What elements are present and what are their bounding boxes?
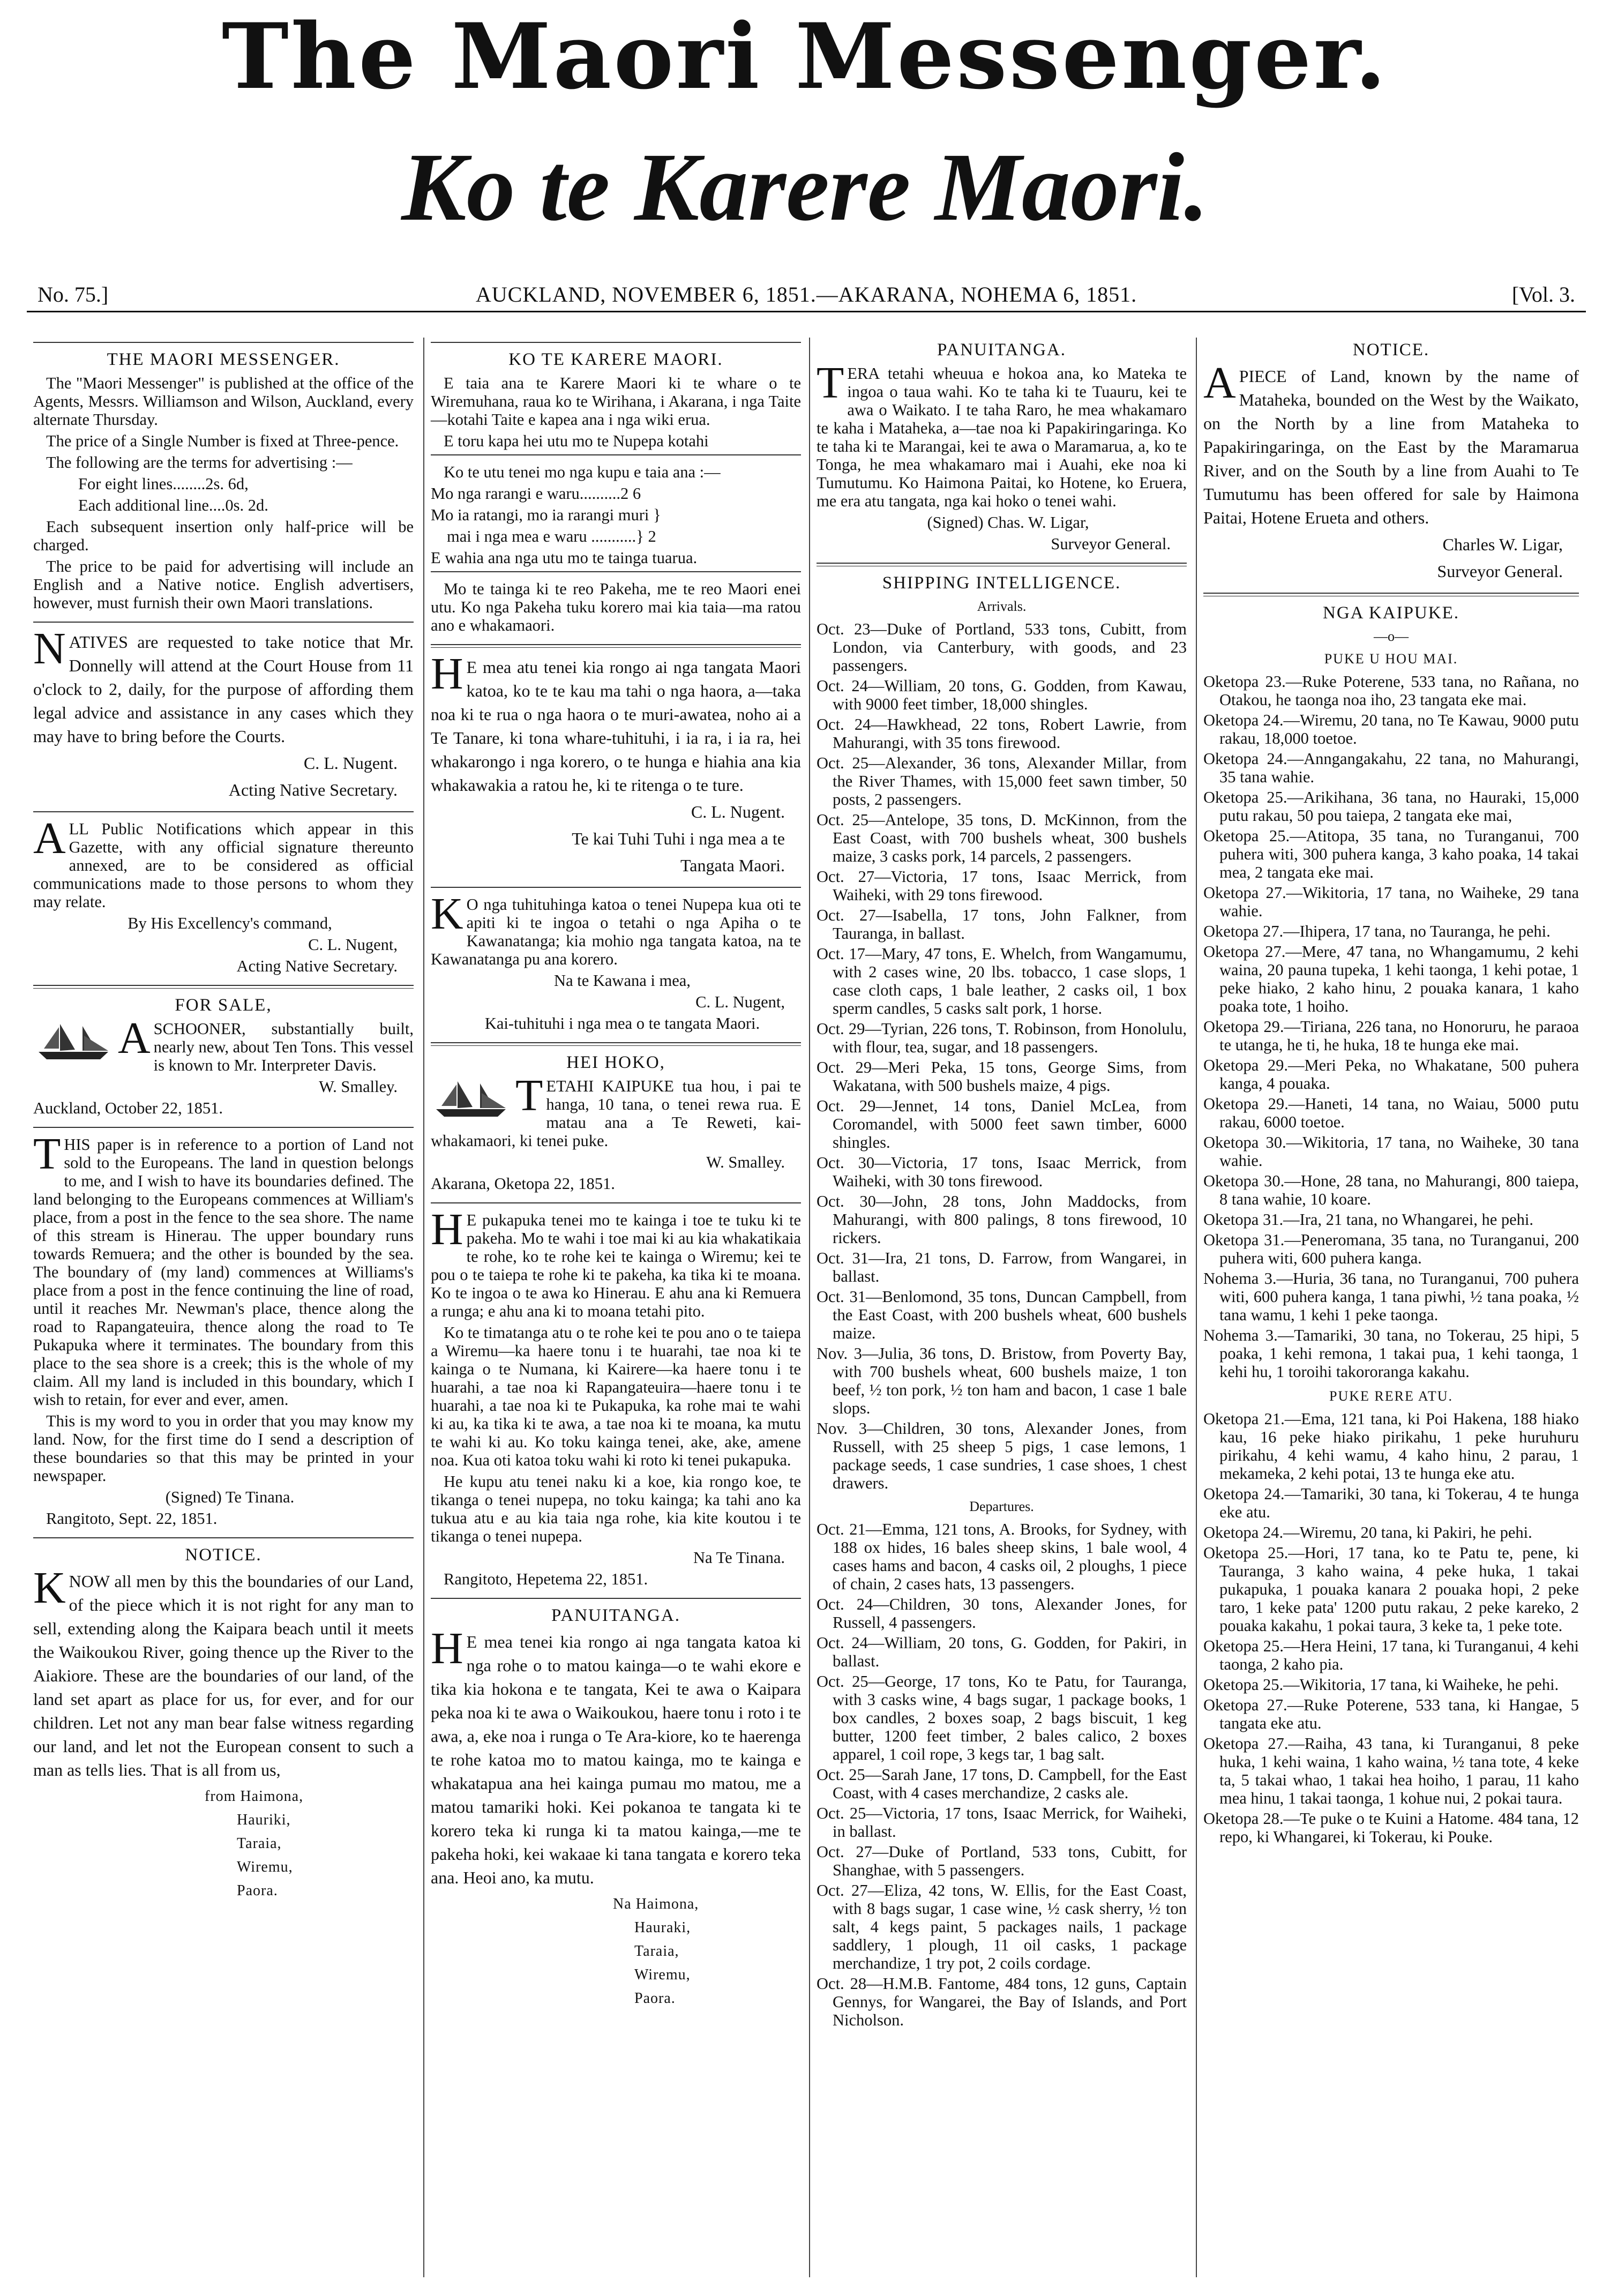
signature: Na Te Tinana. bbox=[693, 1549, 785, 1567]
divider bbox=[817, 563, 1187, 566]
notice-text: PIECE of Land, known by the name of Mataheka, bounded on the West by the Waikato, on the North by a line from Mataheka to Papakiringaringa, on the East by the Maramarua River, and on the South by a line from Auahi to Te Tumutumu has been offered for sale by Haimona Paitai, Hotene Erueta and others. bbox=[1203, 367, 1579, 527]
section-heading: FOR SALE, bbox=[175, 996, 272, 1015]
arrival-entry: Oct. 24—Hawkhead, 22 tons, Robert Lawrie, from Mahurangi, with 35 tons firewood. bbox=[817, 715, 1187, 752]
dateline bbox=[27, 279, 1586, 312]
divider bbox=[1203, 593, 1579, 596]
paragraph: Mo te tainga ki te reo Pakeha, me te reo Maori enei utu. Ko nga Pakeha tuku korero mai kia taia—ma ratou ano e whakamaori. bbox=[431, 580, 801, 634]
arrival-entry: Nohema 3.—Tamariki, 30 tana, no Tokerau, 25 hipi, 5 poaka, 1 kehi remona, 1 takai pua, 1 kehi taonga, 1 kehi hu, 1 toroihi takororanga kakahu. bbox=[1203, 1326, 1579, 1381]
volume-number: [Vol. 3. bbox=[1511, 282, 1575, 306]
masthead-english-title: The Maori Messenger. bbox=[221, 3, 1389, 109]
he-mea-notice bbox=[431, 649, 801, 877]
arrival-entry: Oct. 27—Isabella, 17 tons, John Falkner, from Tauranga, in ballast. bbox=[817, 906, 1187, 943]
divider bbox=[431, 571, 801, 572]
arrival-entry: Oct. 23—Duke of Portland, 533 tons, Cubitt, from London, via Canterbury, with goods, and 23 passengers. bbox=[817, 620, 1187, 675]
signatory: Wiremu, bbox=[237, 1859, 293, 1875]
drop-cap: T bbox=[33, 1129, 61, 1179]
departure-entry: Oketopa 25.—Hori, 17 tana, ko te Patu te, pene, ki Tauranga, 3 kaho waina, 4 peke huka, 1 takai pukapuka, 1 pouaka kanara 2 pouaka hopi, 2 peke taro, 1 keke pata' 1200 putu rakau, 2 peke kareko, 2 pouaka kakahu, 1 pokai taura, 3 keke ta, 1 peke tote. bbox=[1203, 1544, 1579, 1635]
departure-entry: Oct. 24—Children, 30 tons, Alexander Jones, for Russell, 4 passengers. bbox=[817, 1595, 1187, 1632]
departure-entry: Oct. 27—Eliza, 42 tons, W. Ellis, for the East Coast, with 8 bags sugar, 1 case wine, ½ cask sherry, ½ ton salt, 4 kegs paint, 5 packages nails, 1 package saddlery, 1 plough, 11 oil casks, 1 package merchandize, 1 try pot, 2 coils cordage. bbox=[817, 1881, 1187, 1972]
section-heading: NOTICE. bbox=[185, 1545, 262, 1565]
paragraph: E taia ana te Karere Maori ki te whare o te Wiremuhana, raua ko te Wirihana, i Akarana, i nga Taite—kotahi Taite e kapea ana i nga wiki erua. bbox=[431, 374, 801, 429]
paragraph: This is my word to you in order that you may know my land. Now, for the first time do I send a description of these boundaries so that this may be printed in your newspaper. bbox=[33, 1412, 414, 1485]
arrival-entry: Oketopa 31.—Peneromana, 35 tana, no Turanganui, 200 puhera witi, 600 puhera kanga. bbox=[1203, 1231, 1579, 1267]
paragraph: E toru kapa hei utu mo te Nupepa kotahi bbox=[444, 432, 709, 450]
notice-text: LL Public Notifications which appear in this Gazette, with any official signature thereunto annexed, are to be considered as official communications made to those persons to whom they may relate. bbox=[33, 820, 414, 911]
arrival-entry: Oketopa 27.—Ihipera, 17 tana, no Tauranga, he pehi. bbox=[1203, 922, 1551, 940]
nga-kaipuke bbox=[1203, 604, 1579, 1846]
divider bbox=[431, 1042, 801, 1046]
arrival-entry: Oketopa 24.—Wiremu, 20 tana, no Te Kawau, 9000 putu rakau, 18,000 toetoe. bbox=[1203, 711, 1579, 747]
drop-cap: A bbox=[1203, 358, 1236, 408]
arrival-entry: Oketopa 23.—Ruke Poterene, 533 tana, no Rañana, no Otakou, he taonga noa iho, 23 tangata eke mai. bbox=[1203, 672, 1579, 709]
divider bbox=[33, 985, 414, 989]
column-3 bbox=[809, 338, 1187, 2277]
issue-date: AUCKLAND, NOVEMBER 6, 1851.—AKARANA, NOHEMA 6, 1851. bbox=[475, 282, 1137, 306]
notice-dateline: Rangitoto, Hepetema 22, 1851. bbox=[444, 1570, 648, 1588]
arrival-entry: Oct. 25—Antelope, 35 tons, D. McKinnon, from the East Coast, with 700 bushels wheat, 300 bushels maize, 3 casks pork, 14 parcels, 2 passengers. bbox=[817, 811, 1187, 865]
issue-number: No. 75.] bbox=[38, 282, 109, 306]
notice-text: ERA tetahi wheuua e hokoa ana, ko Mateka te ingoa o taua wahi. Ko te taha ki te Tuauru, kei te awa o Waikato. I te taha Raro, he mea whakamaro te kaha i Mataheka, a—tae noa ki Papakiringaringa. Ko te taha ki te Marangai, kei te awa o Maramarua, a, ko te Tonga, he mea whakamaro mai i Auahi, eke noa ki Tumutumu. Ko Haimona Paitai, ko Hotene, ko Eruera, me era atu tangata, nga kai hoko o tenei wahi. bbox=[817, 364, 1187, 510]
signatory: Na Haimona, bbox=[613, 1896, 699, 1912]
arrival-entry: Oketopa 27.—Wikitoria, 17 tana, no Waiheke, 29 tana wahie. bbox=[1203, 884, 1579, 920]
section-heading: NGA KAIPUKE. bbox=[1323, 603, 1459, 623]
divider bbox=[33, 622, 414, 623]
notice-text: HIS paper is in reference to a portion of Land not sold to the Europeans. The land in question belongs to me, and I wish to have its boundaries defined. The land belonging to the Europeans commences at William's place, from a post in the fence to the sea shore. The name of this stream is Hinerau. The upper boundary runs towards Remuera; and the other is bounded by the sea. The boundary of (my land) commences at Williams's place from a post in the fence continuing the line of road, until it reaches Mr. Newman's place, thence along the road to Rapangateuira, thence along the road to Te Pukapuka where it terminates. The boundary from this place to the sea shore is a creek; this is the whole of my claim. All my land is included in this boundary, which I wish to retain, for ever and ever, amen. bbox=[33, 1135, 414, 1409]
arrival-entry: Oketopa 25.—Arikihana, 36 tana, no Hauraki, 15,000 putu rakau, 50 pou taiepa, 2 tangata eke mai, bbox=[1203, 788, 1579, 825]
signatory: Hauriki, bbox=[237, 1812, 291, 1828]
signer: W. Smalley. bbox=[319, 1078, 398, 1096]
signer: C. L. Nugent, bbox=[308, 936, 398, 954]
arrival-entry: Oct. 29—Jennet, 14 tons, Daniel McLea, from Coromandel, with 5000 feet sawn timber, 6000 shingles. bbox=[817, 1097, 1187, 1151]
notice-text: E pukapuka tenei mo te kainga i toe te tuku ki te pakeha. Mo te wahi i toe mai ki au kia whakatikaia te rohe, ko te rohe kei te kainga o Wiremu; kei te pou o te taiepa te rohe ki te pakeha, ka tika ki te moana. Ko te ingoa o te awa ko Hinerau. E ahu ana ki Remuera a runga; e ahu ana ki to moana tetahi pito. bbox=[431, 1211, 801, 1320]
departure-entry: Oct. 24—William, 20 tons, G. Godden, for Pakiri, in ballast. bbox=[817, 1634, 1187, 1670]
signatory: Hauraki, bbox=[634, 1919, 691, 1936]
ad-dateline: Akarana, Oketopa 22, 1851. bbox=[431, 1175, 615, 1193]
drop-cap: K bbox=[431, 889, 463, 939]
drop-cap: T bbox=[817, 358, 844, 408]
divider bbox=[431, 1202, 801, 1203]
signer: C. L. Nugent, bbox=[695, 993, 785, 1011]
arrival-entry: Oct. 24—William, 20 tons, G. Godden, from Kawau, with 9000 feet timber, 18,000 shingles. bbox=[817, 677, 1187, 713]
notice-text: O nga tuhituhinga katoa o tenei Nupepa kua oti te apiti ki te ingoa o tetahi o nga Apiha o te Kawanatanga; kia mohio nga tangata katoa, na te Kawanatanga pu ana korero. bbox=[431, 895, 801, 968]
arrival-entry: Oct. 29—Tyrian, 226 tons, T. Robinson, from Honolulu, with flour, tea, sugar, and 18 passengers. bbox=[817, 1020, 1187, 1056]
signer-title: Surveyor General. bbox=[1051, 535, 1171, 553]
signer-title: Te kai Tuhi Tuhi i nga mea a te bbox=[572, 829, 785, 848]
drop-cap: H bbox=[431, 649, 463, 699]
arrival-entry: Oct. 25—Alexander, 36 tons, Alexander Millar, from the River Thames, with 15,000 feet sawn timber, 50 posts, 2 passengers. bbox=[817, 754, 1187, 809]
ad-text: ETAHI KAIPUKE tua hou, i pai te hanga, 10 tana, o tenei rewa rua. E matau ana a Te Reweti, kai-whakamaori, ki tenei puke. bbox=[431, 1077, 801, 1150]
ad-dateline: Auckland, October 22, 1851. bbox=[33, 1099, 223, 1117]
arrival-entry: Oct. 27—Victoria, 17 tons, Isaac Merrick, from Waiheki, with 29 tons firewood. bbox=[817, 867, 1187, 904]
drop-cap: H bbox=[431, 1205, 463, 1254]
notice-dateline: Rangitoto, Sept. 22, 1851. bbox=[46, 1509, 218, 1528]
shipping-intelligence bbox=[817, 574, 1187, 2029]
hei-hoko-ad bbox=[431, 1053, 801, 1193]
divider bbox=[33, 1127, 414, 1128]
divider bbox=[431, 644, 801, 648]
arrival-entry: Nohema 3.—Huria, 36 tana, no Turanganui, 700 puhera witi, 600 puhera kanga, 1 tana piwhi, ½ tana poaka, ½ tana wamu, 1 kehi 1 peke taonga. bbox=[1203, 1269, 1579, 1324]
signer-title: Surveyor General. bbox=[1437, 562, 1563, 581]
signatory: Taraia, bbox=[634, 1943, 679, 1960]
departures-heading: Departures. bbox=[969, 1499, 1034, 1514]
masthead-maori-title: Ko te Karere Maori. bbox=[401, 133, 1209, 241]
boundaries-notice bbox=[33, 1546, 414, 1903]
divider bbox=[33, 1537, 414, 1538]
arrival-entry: Nov. 3—Julia, 36 tons, D. Bristow, from Poverty Bay, with 700 bushels wheat, 600 bushels maize, 1 ton beef, ½ ton pork, ½ ton ham and bacon, 1 case 1 bale slops. bbox=[817, 1344, 1187, 1417]
section-heading: PANUITANGA. bbox=[551, 1606, 680, 1625]
section-heading: THE MAORI MESSENGER. bbox=[107, 350, 340, 369]
signer: Charles W. Ligar, bbox=[1442, 535, 1563, 554]
rate-line: Mo ia ratangi, mo ia rarangi muri } bbox=[431, 506, 661, 524]
paragraph: E wahia ana nga utu mo te tainga tuarua. bbox=[431, 549, 698, 567]
departures-heading: PUKE RERE ATU. bbox=[1329, 1388, 1453, 1404]
notice-text: E mea tenei kia rongo ai nga tangata katoa ki nga rohe o to matou kainga—o te wahi ekore e tika kia hokona e te tangata, Kei te awa o Kaipara peka noa ki te awa o Waikoukou, haere tonu i roto i te awa, a, eke noa i runga o Te Ara-kiore, ko te haerenga te rohe katoa mo to matou kainga, mo te kainga e whakatapua ana hei kainga pumau mo matou, me a matou tamariki hoki. Kei pokanoa te tangata ki te korero teka ki runga ki ta matou kainga,—me te pakeha hoki, kei wakaae ki tana tangata e korero teka ana. Heoi ano, ka mutu. bbox=[431, 1632, 801, 1887]
arrival-entry: Oct. 29—Meri Peka, 15 tons, George Sims, from Wakatana, with 500 bushels maize, 4 pigs. bbox=[817, 1058, 1187, 1095]
departure-entry: Oct. 21—Emma, 121 tons, A. Brooks, for Sydney, with 188 ox hides, 16 bales sheep skins, 1 bale wool, 4 cases hams and bacon, 4 casks oil, 2 ploughs, 1 piece of chain, 2 cases hats, 13 passengers. bbox=[817, 1520, 1187, 1593]
rate-line: For eight lines........2s. 6d, bbox=[78, 475, 249, 493]
notice-text: NOW all men by this the boundaries of our Land, of the piece which it is not right for any man to sell, extending along the Kaipara beach until it meets the Waikoukou River, going thence up the River to the Aiakiore. These are the boundaries of our land, of the land set apart as place for us, for ever, and for our children. Let not any man bear false witness regarding our land, and let not the European consent to such a man as tells lies. That is all from us, bbox=[33, 1572, 414, 1779]
column-4 bbox=[1196, 338, 1579, 2277]
paragraph: Ko te utu tenei mo nga kupu e taia ana :— bbox=[444, 463, 721, 481]
paragraph: He kupu atu tenei naku ki a koe, kia rongo koe, te tikanga o tenei nupepa, no toku kainga; ka tahi ano ka tukua atu e au kia taia nga rohe, kia kite koutou i te tikanga o tenei nupepa. bbox=[431, 1472, 801, 1545]
column-2 bbox=[423, 338, 801, 2277]
command-line: Na te Kawana i mea, bbox=[554, 971, 691, 990]
arrival-entry: Oketopa 29.—Meri Peka, no Whakatane, 500 puhera kanga, 4 pouaka. bbox=[1203, 1056, 1579, 1093]
arrivals-heading: PUKE U HOU MAI. bbox=[1324, 651, 1458, 667]
section-heading: NOTICE. bbox=[1352, 340, 1430, 360]
paragraph: Ko te timatanga atu o te rohe kei te pou ano o te taiepa a Wiremu—ka haere tonu i te huarahi, tae noa ki te kainga o te Numana, ki Kairere—ka haere tonu i te huarahi, a tae noa ki Rapangateuira—haere tonu i te huarahi, a tae noa ki te Pukapuka, ka rohe mai te wahi ki au, ka tika ki te awa, a tae noa ki te moana, ka mutu te wahi ki au. Ko toku kainga tenei, ake, ake, amene noa. Kua oti katoa toku wahi ki roto ki tenei pukapuka. bbox=[431, 1323, 801, 1469]
paragraph: The "Maori Messenger" is published at the office of the Agents, Messrs. Williamson and Wilson, Auckland, every alternate Thursday. bbox=[33, 374, 414, 429]
land-notice-maori bbox=[431, 1205, 801, 1588]
panuitanga-land-sale bbox=[817, 341, 1187, 553]
public-notifications bbox=[33, 813, 414, 975]
divider bbox=[33, 342, 414, 343]
arrival-entry: Oketopa 31.—Ira, 21 tana, no Whangarei, he pehi. bbox=[1203, 1210, 1534, 1229]
paragraph: The price of a Single Number is fixed at Three-pence. bbox=[46, 432, 399, 450]
drop-cap: A bbox=[33, 813, 66, 863]
arrival-entry: Oct. 30—John, 28 tons, John Maddocks, from Mahurangi, with 800 palings, 8 tons firewood, 10 rickers. bbox=[817, 1192, 1187, 1247]
arrival-entry: Oketopa 29.—Haneti, 14 tana, no Waiau, 5000 putu rakau, 6000 toetoe. bbox=[1203, 1095, 1579, 1131]
divider bbox=[431, 454, 801, 455]
signatory: Taraia, bbox=[237, 1835, 282, 1852]
arrival-entry: Oct. 17—Mary, 47 tons, E. Whelch, from Wangamumu, with 2 cases wine, 20 lbs. tobacco, 1 case slops, 1 case cloth caps, 1 bale leather, 2 casks oil, 1 box sperm candles, 5 casks salt pork, 1 horse. bbox=[817, 945, 1187, 1018]
divider bbox=[33, 811, 414, 812]
departure-entry: Oketopa 25.—Wikitoria, 17 tana, ki Waiheke, he pehi. bbox=[1203, 1676, 1559, 1694]
signature: (Signed) Chas. W. Ligar, bbox=[927, 513, 1089, 532]
departure-entry: Oct. 25—George, 17 tons, Ko te Patu, for Tauranga, with 3 casks wine, 4 bags sugar, 1 package books, 1 box candles, 2 boxes soap, 2 bags biscuit, 1 keg butter, 1200 feet timber, 2 bales calico, 2 boxes apparel, 1 coil rope, 3 kegs tar, 1 bag salt. bbox=[817, 1672, 1187, 1763]
signer-title: Acting Native Secretary. bbox=[236, 957, 398, 975]
ornament: —o— bbox=[1374, 629, 1409, 644]
departure-entry: Oketopa 28.—Te puke o te Kuini a Hatome. 484 tana, 12 repo, ki Whangarei, ki Tokerau, ki Pouke. bbox=[1203, 1809, 1579, 1846]
paragraph: The price to be paid for advertising will include an English and a Native notice. English advertisers, however, must furnish their own Maori translations. bbox=[33, 557, 414, 612]
for-sale-ad bbox=[33, 996, 414, 1117]
drop-cap: K bbox=[33, 1563, 66, 1613]
arrivals-heading: Arrivals. bbox=[977, 599, 1027, 614]
arrival-entry: Oketopa 24.—Anngangakahu, 22 tana, no Mahurangi, 35 tana wahie. bbox=[1203, 750, 1579, 786]
arrival-entry: Oketopa 30.—Wikitoria, 17 tana, no Waiheke, 30 tana wahie. bbox=[1203, 1133, 1579, 1170]
paragraph: Each subsequent insertion only half-price will be charged. bbox=[33, 518, 414, 554]
section-heading: PANUITANGA. bbox=[937, 340, 1066, 360]
drop-cap: T bbox=[515, 1071, 543, 1120]
karere-terms bbox=[431, 342, 801, 634]
paragraph: The following are the terms for advertising :— bbox=[46, 453, 353, 472]
signature: (Signed) Te Tinana. bbox=[165, 1488, 295, 1506]
signatory: Wiremu, bbox=[634, 1966, 691, 1983]
signatory: Paora. bbox=[634, 1990, 676, 2007]
signer-title: Acting Native Secretary. bbox=[228, 780, 398, 799]
command-line: By His Excellency's command, bbox=[128, 914, 332, 932]
rate-line: mai i nga mea e waru ...........} 2 bbox=[447, 527, 656, 545]
departure-entry: Oct. 27—Duke of Portland, 533 tons, Cubitt, for Shanghae, with 5 passengers. bbox=[817, 1843, 1187, 1879]
signatory: from Haimona, bbox=[205, 1788, 304, 1805]
arrival-entry: Oketopa 27.—Mere, 47 tana, no Whangamumu, 2 kehi waina, 20 pauna tupeka, 1 kehi taonga, 1 kehi potae, 1 peke hiako, 2 kaho hinu, 2 pouaka kanara, 1 kaho poaka tote, 1 hoiho. bbox=[1203, 943, 1579, 1015]
drop-cap: H bbox=[431, 1624, 463, 1673]
section-heading: KO TE KARERE MAORI. bbox=[508, 350, 723, 369]
arrival-entry: Oketopa 25.—Atitopa, 35 tana, no Turanganui, 700 puhera witi, 300 puhera kanga, 3 kaho poaka, 14 takai mea, 2 tangata eke mai. bbox=[1203, 827, 1579, 881]
arrival-entry: Nov. 3—Children, 30 tons, Alexander Jones, from Russell, with 25 sheep 5 pigs, 1 case lemons, 1 package seeds, 1 case sundries, 1 case shoes, 1 chest drawers. bbox=[817, 1419, 1187, 1492]
column-1 bbox=[33, 338, 414, 2277]
panuitanga-notice bbox=[431, 1606, 801, 2010]
signer-title: Tangata Maori. bbox=[680, 856, 785, 875]
land-notice-english bbox=[33, 1129, 414, 1528]
section-heading: SHIPPING INTELLIGENCE. bbox=[882, 573, 1121, 593]
departure-entry: Oketopa 24.—Wiremu, 20 tana, ki Pakiri, he pehi. bbox=[1203, 1523, 1532, 1542]
divider bbox=[431, 342, 801, 343]
signer-title: Kai-tuhituhi i nga mea o te tangata Maori. bbox=[484, 1014, 760, 1033]
signer: C. L. Nugent. bbox=[303, 753, 398, 773]
signer: W. Smalley. bbox=[706, 1153, 785, 1171]
rate-line: Each additional line....0s. 2d. bbox=[78, 496, 268, 514]
signatories bbox=[33, 1785, 414, 1903]
arrival-entry: Oketopa 29.—Tiriana, 226 tana, no Honoruru, he paraoa te utanga, he ti, he huka, 18 te hunga eke mai. bbox=[1203, 1018, 1579, 1054]
arrival-entry: Oct. 30—Victoria, 17 tons, Isaac Merrick, from Waiheki, with 30 tons firewood. bbox=[817, 1154, 1187, 1190]
departure-entry: Oct. 28—H.M.B. Fantome, 484 tons, 12 guns, Captain Gennys, for Wangarei, the Bay of Islands, and Port Nicholson. bbox=[817, 1975, 1187, 2029]
departure-entry: Oketopa 27.—Raiha, 43 tana, ki Turanganui, 8 peke huka, 1 kehi waina, 1 kaho waina, ½ tana tote, 4 keke ta, 5 takai whao, 1 takai hea hoiho, 1 parau, 11 kaho mea hinu, 1 takai taonga, 1 kohue nui, 2 pokai taura. bbox=[1203, 1734, 1579, 1807]
ko-nga-notice bbox=[431, 889, 801, 1033]
mataheka-notice bbox=[1203, 341, 1579, 583]
departure-entry: Oketopa 25.—Hera Heini, 17 tana, ki Turanganui, 4 kehi taonga, 2 kaho pia. bbox=[1203, 1637, 1579, 1673]
arrival-entry: Oketopa 30.—Hone, 28 tana, no Mahurangi, 800 taiepa, 8 tana wahie, 10 koare. bbox=[1203, 1172, 1579, 1208]
schooner-ship-icon bbox=[431, 1077, 511, 1120]
divider bbox=[431, 1598, 801, 1599]
signatory: Paora. bbox=[237, 1882, 278, 1899]
maori-messenger-terms bbox=[33, 342, 414, 612]
natives-notice bbox=[33, 624, 414, 802]
arrival-entry: Oct. 31—Benlomond, 35 tons, Duncan Campbell, from the East Coast, with 200 bushels wheat, 600 bushels maize. bbox=[817, 1288, 1187, 1342]
departure-entry: Oketopa 24.—Tamariki, 30 tana, ki Tokerau, 4 te hunga eke atu. bbox=[1203, 1485, 1579, 1521]
departure-entry: Oketopa 21.—Ema, 121 tana, ki Poi Hakena, 188 hiako kau, 16 peke hiako pirikahu, 1 peke huruhuru pirikahu, 4 kehi wamu, 4 kaho hinu, 2 parau, 1 mekameka, 2 kehi potai, 13 te hunga eke atu. bbox=[1203, 1410, 1579, 1483]
notice-text: E mea atu tenei kia rongo ai nga tangata Maori katoa, ko te te kau ma tahi o nga haora, a—taka noa ki te rua o nga haora o te muri-awatea, noho ai a Te Tanare, ki tona whare-tuhituhi, i ia ra, i ia ra, hei whakarongo i nga korero, o te hunga e hiahia ana kia whakawakia a ratou he, ki te ritenga o te ture. bbox=[431, 657, 801, 795]
notice-text: ATIVES are requested to take notice that Mr. Donnelly will attend at the Court House from 11 o'clock to 2, daily, for the purpose of affording them legal advice and assistance in any cases which they may have to bring before the Courts. bbox=[33, 632, 414, 746]
departure-entry: Oct. 25—Sarah Jane, 17 tons, D. Campbell, for the East Coast, with 4 cases merchandize, 2 casks ale. bbox=[817, 1766, 1187, 1802]
ad-text: SCHOONER, substantially built, nearly new, about Ten Tons. This vessel is known to Mr. Interpreter Davis. bbox=[153, 1020, 414, 1074]
drop-cap: A bbox=[118, 1013, 151, 1063]
departure-entry: Oct. 25—Victoria, 17 tons, Isaac Merrick, for Waiheki, in ballast. bbox=[817, 1804, 1187, 1841]
signer: C. L. Nugent. bbox=[691, 802, 785, 821]
section-heading: HEI HOKO, bbox=[566, 1053, 665, 1072]
departure-entry: Oketopa 27.—Ruke Poterene, 533 tana, ki Hangae, 5 tangata eke atu. bbox=[1203, 1696, 1579, 1732]
schooner-ship-icon bbox=[33, 1020, 114, 1063]
drop-cap: N bbox=[33, 624, 66, 674]
rate-line: Mo nga rarangi e waru..........2 6 bbox=[431, 484, 641, 503]
arrival-entry: Oct. 31—Ira, 21 tons, D. Farrow, from Wangarei, in ballast. bbox=[817, 1249, 1187, 1285]
signatories bbox=[431, 1893, 801, 2010]
divider bbox=[431, 887, 801, 888]
